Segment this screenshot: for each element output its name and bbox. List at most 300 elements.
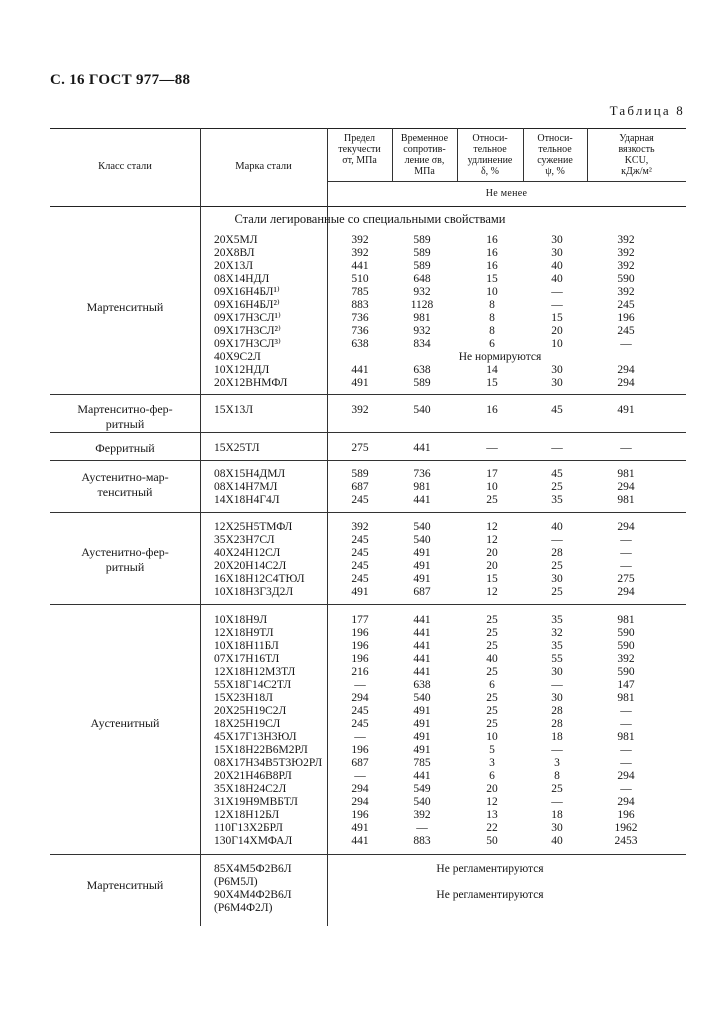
value-cell: 8: [489, 299, 495, 311]
grade-cell: 35Х18Н24С2Л: [214, 783, 287, 795]
value-cell: 441: [351, 835, 369, 847]
value-cell: 196: [351, 809, 369, 821]
grade-cell: 09Х17Н3СЛ¹⁾: [214, 312, 281, 324]
grade-cell: 10Х18Н11БЛ: [214, 640, 279, 652]
table-row: [0, 666, 723, 678]
table-row: [0, 299, 723, 311]
value-cell: 441: [351, 260, 369, 272]
table-row: [0, 653, 723, 665]
value-cell: 491: [351, 822, 369, 834]
group-separator: [50, 460, 686, 461]
table-row: [0, 404, 723, 416]
value-cell: 981: [617, 731, 635, 743]
value-cell: —: [620, 547, 632, 559]
table-row: [0, 783, 723, 795]
value-cell: 8: [489, 325, 495, 337]
value-cell: 648: [413, 273, 431, 285]
table-row: [0, 692, 723, 704]
grade-cell: 18Х25Н19СЛ: [214, 718, 281, 730]
value-cell: 40: [486, 653, 498, 665]
table-row: [0, 468, 723, 480]
value-cell: 441: [413, 627, 431, 639]
grade-cell: 20Х25Н19С2Л: [214, 705, 287, 717]
value-cell: 491: [413, 547, 431, 559]
value-cell: 441: [351, 364, 369, 376]
table-row: [0, 273, 723, 285]
grade-cell: 10Х12НДЛ: [214, 364, 270, 376]
value-cell: 1962: [614, 822, 638, 834]
header-bottom-rule: [50, 206, 686, 207]
value-cell: 20: [551, 325, 563, 337]
table-row: [0, 573, 723, 585]
group-separator: [50, 394, 686, 395]
value-cell: 15: [551, 312, 563, 324]
value-cell: 736: [351, 325, 369, 337]
value-cell: 30: [551, 234, 563, 246]
grade-cell: 10Х18Н3Г3Д2Л: [214, 586, 294, 598]
value-cell: 294: [617, 586, 635, 598]
value-cell: 590: [617, 666, 635, 678]
value-cell: 20: [486, 560, 498, 572]
value-cell: 294: [617, 521, 635, 533]
value-cell: 491: [351, 377, 369, 389]
value-cell: —: [486, 442, 498, 454]
grade-cell: 10Х18Н9Л: [214, 614, 268, 626]
value-cell: —: [620, 705, 632, 717]
value-cell: 25: [486, 614, 498, 626]
value-cell: 441: [413, 614, 431, 626]
grade-cell: 08Х15Н4ДМЛ: [214, 468, 286, 480]
value-cell: 25: [486, 692, 498, 704]
group-separator: [50, 854, 686, 855]
value-cell: 30: [551, 377, 563, 389]
value-cell: 294: [617, 481, 635, 493]
table-row: [0, 547, 723, 559]
grade-cell: 12Х18Н12БЛ: [214, 809, 280, 821]
value-cell: 13: [486, 809, 498, 821]
value-cell: 981: [617, 692, 635, 704]
table-row: [0, 705, 723, 717]
value-cell: 20: [486, 783, 498, 795]
table-row: [0, 560, 723, 572]
table-row: [0, 718, 723, 730]
value-cell: 45: [551, 404, 563, 416]
col-header-tensile: Временное сопротив- ление σв, МПа: [400, 133, 449, 177]
value-cell: 736: [413, 468, 431, 480]
value-cell: 687: [351, 757, 369, 769]
value-cell: 883: [351, 299, 369, 311]
table-row: [0, 614, 723, 626]
value-cell: 25: [551, 586, 563, 598]
value-cell: 5: [489, 744, 495, 756]
value-cell: 16: [486, 260, 498, 272]
col-header-grade: Марка стали: [235, 161, 292, 172]
value-cell: 392: [617, 653, 635, 665]
class-label: Мартенситно-фер- ритный: [77, 402, 173, 431]
value-cell: 491: [413, 731, 431, 743]
value-cell: 6: [489, 770, 495, 782]
group-separator: [50, 512, 686, 513]
value-cell: 441: [413, 640, 431, 652]
value-cell: 638: [413, 364, 431, 376]
table-row: [0, 364, 723, 376]
value-cell: 294: [351, 796, 369, 808]
grade-cell: 16Х18Н12С4ТЮЛ: [214, 573, 305, 585]
value-cell: 25: [551, 481, 563, 493]
value-cell: 12: [486, 796, 498, 808]
grade-cell: 08Х17Н34В5Т3Ю2РЛ: [214, 757, 323, 769]
table-row: [0, 312, 723, 324]
value-cell: 491: [351, 586, 369, 598]
table-row: [0, 770, 723, 782]
value-cell: 932: [413, 286, 431, 298]
grade-cell: 20Х21Н46В8РЛ: [214, 770, 292, 782]
not-normed-note: Не нормируются: [458, 351, 542, 363]
value-cell: 245: [617, 325, 635, 337]
value-cell: 392: [351, 404, 369, 416]
value-cell: 25: [486, 640, 498, 652]
value-cell: 687: [413, 586, 431, 598]
value-cell: 491: [413, 573, 431, 585]
value-cell: 275: [617, 573, 635, 585]
class-label: Ферритный: [95, 441, 155, 455]
value-cell: 196: [351, 640, 369, 652]
value-cell: 590: [617, 640, 635, 652]
value-cell: 25: [486, 494, 498, 506]
value-cell: 25: [486, 718, 498, 730]
value-cell: 6: [489, 338, 495, 350]
col-header-class: Класс стали: [98, 161, 152, 172]
value-cell: 638: [351, 338, 369, 350]
table-row: [0, 822, 723, 834]
value-cell: —: [620, 718, 632, 730]
grade-cell: 15Х23Н18Л: [214, 692, 273, 704]
grade-cell: 20Х12ВНМФЛ: [214, 377, 288, 389]
table-row: [0, 247, 723, 259]
table-row: [0, 757, 723, 769]
grade-cell: 07Х17Н16ТЛ: [214, 653, 280, 665]
grade-cell: 15Х25ТЛ: [214, 442, 260, 454]
grade-cell: 31Х19Н9МВБТЛ: [214, 796, 298, 808]
value-cell: 25: [551, 560, 563, 572]
value-cell: 40: [551, 521, 563, 533]
value-cell: 245: [351, 573, 369, 585]
value-cell: 491: [413, 718, 431, 730]
grade-cell: 09Х16Н4БЛ¹⁾: [214, 286, 280, 298]
table-row: [0, 731, 723, 743]
value-cell: 540: [413, 521, 431, 533]
grade-cell: 40Х9С2Л: [214, 351, 261, 363]
value-cell: —: [551, 286, 563, 298]
value-cell: 883: [413, 835, 431, 847]
value-cell: —: [354, 731, 366, 743]
table-caption: Таблица 8: [609, 103, 685, 118]
value-cell: 196: [351, 653, 369, 665]
grade-cell: 40Х24Н12СЛ: [214, 547, 281, 559]
value-cell: —: [354, 679, 366, 691]
value-cell: 392: [351, 521, 369, 533]
class-label: Аустенитный: [90, 716, 160, 730]
table-row: [0, 835, 723, 847]
grade-cell: 09Х17Н3СЛ³⁾: [214, 338, 281, 350]
header-min-rule: [327, 181, 686, 182]
value-cell: 981: [617, 494, 635, 506]
value-cell: 30: [551, 822, 563, 834]
value-cell: 392: [617, 260, 635, 272]
value-cell: 294: [351, 783, 369, 795]
value-cell: 441: [413, 494, 431, 506]
value-cell: 1128: [410, 299, 434, 311]
grade-cell: 08Х14Н7МЛ: [214, 481, 278, 493]
grade-cell: 12Х18Н12М3ТЛ: [214, 666, 296, 678]
value-cell: 18: [551, 731, 563, 743]
value-cell: 35: [551, 494, 563, 506]
value-cell: 12: [486, 534, 498, 546]
value-cell: 981: [617, 468, 635, 480]
grade-cell: 14Х18Н4Г4Л: [214, 494, 280, 506]
value-cell: 30: [551, 364, 563, 376]
grade-cell: 85Х4М5Ф2В6Л: [214, 863, 292, 875]
value-cell: 540: [413, 796, 431, 808]
table-row: [0, 234, 723, 246]
value-cell: 3: [554, 757, 560, 769]
grade-cell: 130Г14ХМФАЛ: [214, 835, 293, 847]
value-cell: 245: [351, 560, 369, 572]
value-cell: 589: [413, 377, 431, 389]
value-cell: 12: [486, 586, 498, 598]
grade-cell: 45Х17Г13Н3ЮЛ: [214, 731, 297, 743]
value-cell: 981: [413, 481, 431, 493]
value-cell: 30: [551, 692, 563, 704]
value-cell: 18: [551, 809, 563, 821]
value-cell: 294: [617, 796, 635, 808]
value-cell: 20: [486, 547, 498, 559]
value-cell: 40: [551, 260, 563, 272]
value-cell: —: [620, 560, 632, 572]
grade-cell: (Р6М5Л): [214, 876, 258, 888]
value-cell: 589: [351, 468, 369, 480]
not-regulated-note: Не регламентируются: [436, 863, 544, 875]
table-row: [0, 586, 723, 598]
value-cell: 196: [617, 809, 635, 821]
value-cell: 30: [551, 666, 563, 678]
value-cell: 441: [413, 666, 431, 678]
value-cell: 35: [551, 614, 563, 626]
grade-cell: 20Х8ВЛ: [214, 247, 255, 259]
value-cell: 589: [413, 260, 431, 272]
value-cell: 549: [413, 783, 431, 795]
value-cell: 28: [551, 705, 563, 717]
grade-cell: 20Х20Н14С2Л: [214, 560, 287, 572]
value-cell: 392: [617, 247, 635, 259]
grade-cell: 15Х18Н22В6М2РЛ: [214, 744, 308, 756]
value-cell: 196: [617, 312, 635, 324]
table-row: [0, 534, 723, 546]
value-cell: 15: [486, 273, 498, 285]
value-cell: —: [551, 534, 563, 546]
value-cell: 245: [351, 547, 369, 559]
value-cell: 177: [351, 614, 369, 626]
value-cell: 6: [489, 679, 495, 691]
group-separator: [50, 604, 686, 605]
value-cell: 55: [551, 653, 563, 665]
value-cell: 196: [351, 627, 369, 639]
value-cell: 8: [554, 770, 560, 782]
value-cell: 491: [413, 705, 431, 717]
section-title: Стали легированные со специальными свойствами: [234, 212, 506, 226]
value-cell: 491: [413, 744, 431, 756]
value-cell: 275: [351, 442, 369, 454]
value-cell: 25: [486, 705, 498, 717]
class-label: Мартенситный: [86, 878, 164, 892]
grade-cell: 90Х4М4Ф2В6Л: [214, 889, 292, 901]
value-cell: 785: [413, 757, 431, 769]
table-row: [0, 640, 723, 652]
value-cell: 35: [551, 640, 563, 652]
value-cell: 834: [413, 338, 431, 350]
value-cell: 491: [617, 404, 635, 416]
value-cell: —: [620, 338, 632, 350]
value-cell: 32: [551, 627, 563, 639]
value-cell: —: [620, 783, 632, 795]
value-cell: —: [551, 299, 563, 311]
grade-cell: 12Х18Н9ТЛ: [214, 627, 274, 639]
grade-cell: 55Х18Г14С2ТЛ: [214, 679, 292, 691]
table-row: [0, 809, 723, 821]
value-cell: 981: [413, 312, 431, 324]
value-cell: 28: [551, 547, 563, 559]
value-cell: 245: [351, 705, 369, 717]
value-cell: 30: [551, 247, 563, 259]
value-cell: 441: [413, 442, 431, 454]
value-cell: 40: [551, 273, 563, 285]
grade-cell: 20Х13Л: [214, 260, 254, 272]
table-row: [0, 521, 723, 533]
value-cell: 441: [413, 653, 431, 665]
value-cell: 981: [617, 614, 635, 626]
value-cell: —: [620, 757, 632, 769]
col-header-contraction: Относи- тельное сужение ψ, %: [537, 133, 573, 177]
value-cell: —: [354, 770, 366, 782]
grade-cell: 09Х17Н3СЛ²⁾: [214, 325, 281, 337]
value-cell: 245: [617, 299, 635, 311]
value-cell: 14: [486, 364, 498, 376]
table-row: [0, 481, 723, 493]
value-cell: —: [620, 744, 632, 756]
value-cell: —: [620, 442, 632, 454]
class-label: Мартенситный: [86, 300, 164, 314]
value-cell: 16: [486, 234, 498, 246]
col-header-elongation: Относи- тельное удлинение δ, %: [467, 133, 513, 177]
value-cell: 15: [486, 377, 498, 389]
value-cell: 45: [551, 468, 563, 480]
value-cell: 392: [351, 234, 369, 246]
value-cell: 10: [486, 481, 498, 493]
value-cell: —: [416, 822, 428, 834]
value-cell: 590: [617, 627, 635, 639]
not-regulated-note: Не регламентируются: [436, 889, 544, 901]
value-cell: 491: [413, 560, 431, 572]
table-row: [0, 260, 723, 272]
value-cell: 540: [413, 404, 431, 416]
value-cell: 3: [489, 757, 495, 769]
value-cell: 392: [351, 247, 369, 259]
value-cell: 392: [617, 234, 635, 246]
value-cell: 294: [617, 364, 635, 376]
value-cell: 10: [551, 338, 563, 350]
col-header-min: Не менее: [485, 188, 528, 199]
grade-cell: 12Х25Н5ТМФЛ: [214, 521, 293, 533]
class-label: Аустенитно-фер- ритный: [81, 545, 169, 574]
value-cell: 10: [486, 731, 498, 743]
class-label: Аустенитно-мар- тенситный: [81, 470, 169, 499]
value-cell: 25: [486, 666, 498, 678]
table-row: [0, 796, 723, 808]
grade-cell: 08Х14НДЛ: [214, 273, 270, 285]
value-cell: 638: [413, 679, 431, 691]
grade-cell: 15Х13Л: [214, 404, 254, 416]
table-row: [0, 679, 723, 691]
value-cell: 2453: [614, 835, 638, 847]
value-cell: 294: [617, 770, 635, 782]
value-cell: 245: [351, 494, 369, 506]
value-cell: —: [620, 534, 632, 546]
value-cell: 736: [351, 312, 369, 324]
value-cell: 50: [486, 835, 498, 847]
page-header: С. 16 ГОСТ 977—88: [50, 72, 191, 88]
table-row: [0, 338, 723, 350]
value-cell: 28: [551, 718, 563, 730]
value-cell: 25: [486, 627, 498, 639]
value-cell: 294: [351, 692, 369, 704]
value-cell: 17: [486, 468, 498, 480]
value-cell: 392: [413, 809, 431, 821]
grade-cell: (Р6М4Ф2Л): [214, 902, 273, 914]
value-cell: —: [551, 442, 563, 454]
value-cell: 932: [413, 325, 431, 337]
grade-cell: 09Х16Н4БЛ²⁾: [214, 299, 280, 311]
grade-cell: 35Х23Н7СЛ: [214, 534, 275, 546]
value-cell: 16: [486, 247, 498, 259]
value-cell: 510: [351, 273, 369, 285]
value-cell: 589: [413, 247, 431, 259]
value-cell: —: [551, 679, 563, 691]
value-cell: 540: [413, 534, 431, 546]
value-cell: —: [551, 796, 563, 808]
value-cell: 16: [486, 404, 498, 416]
table-row: [0, 494, 723, 506]
value-cell: 589: [413, 234, 431, 246]
table-row: [0, 442, 723, 454]
grade-cell: 20Х5МЛ: [214, 234, 258, 246]
group-separator: [50, 432, 686, 433]
value-cell: 392: [617, 286, 635, 298]
grade-cell: 110Г13Х2БРЛ: [214, 822, 283, 834]
value-cell: 540: [413, 692, 431, 704]
value-cell: 147: [617, 679, 635, 691]
value-cell: 10: [486, 286, 498, 298]
table-top-rule: [50, 128, 686, 129]
value-cell: —: [551, 744, 563, 756]
value-cell: 40: [551, 835, 563, 847]
value-cell: 12: [486, 521, 498, 533]
table-row: [0, 377, 723, 389]
value-cell: 15: [486, 573, 498, 585]
table-row: [0, 351, 723, 363]
value-cell: 590: [617, 273, 635, 285]
col-header-impact: Ударная вязкость KCU, кДж/м²: [618, 133, 655, 177]
value-cell: 25: [551, 783, 563, 795]
